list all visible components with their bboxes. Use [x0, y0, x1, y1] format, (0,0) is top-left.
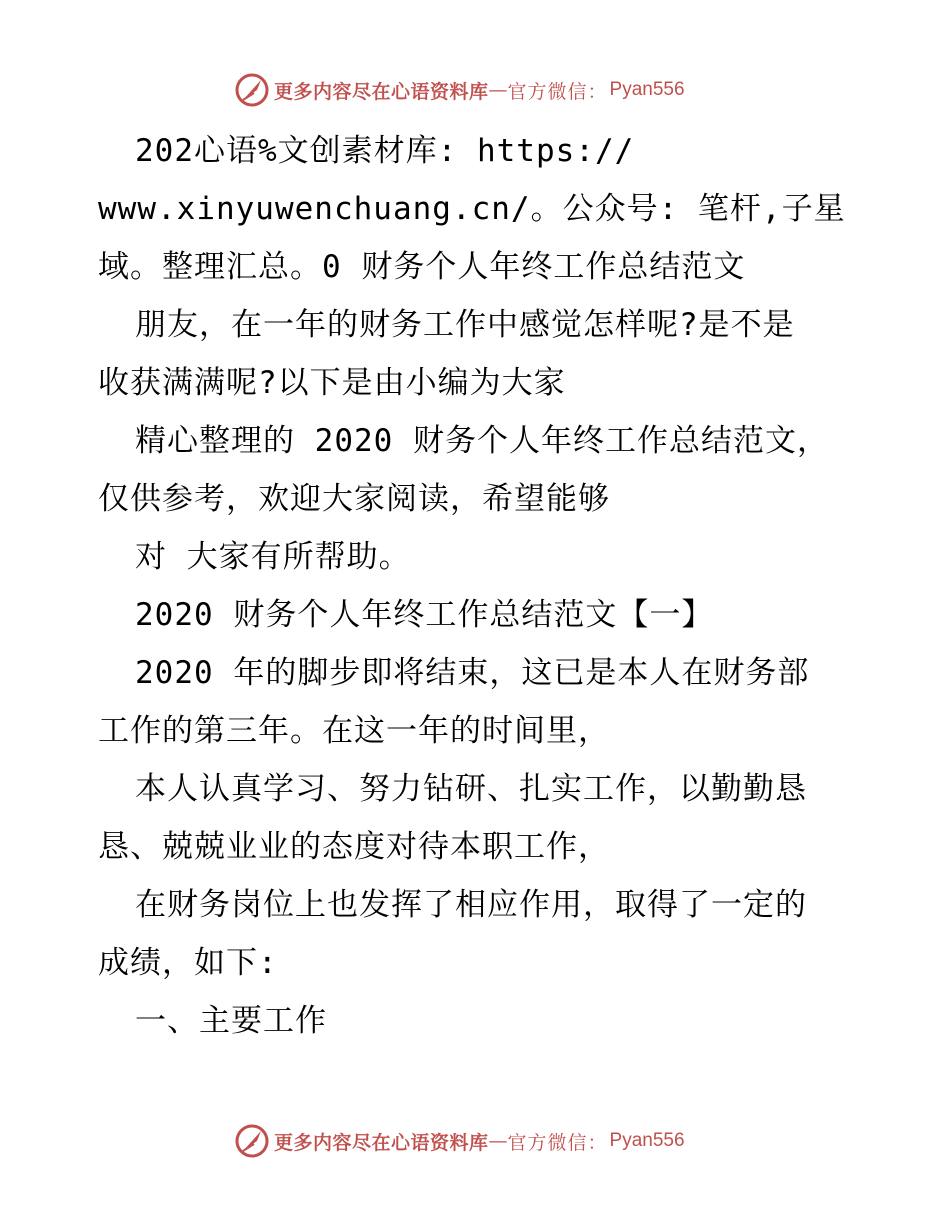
banner-wechat-id: Pyan556	[609, 79, 685, 100]
text-line: 精心整理的 2020 财务个人年终工作总结范文，	[135, 423, 829, 459]
text-line: www.xinyuwenchuang.cn/。公众号: 笔杆,子星	[98, 191, 846, 227]
document-body	[98, 122, 868, 1050]
header-banner	[234, 70, 685, 110]
banner-text: 更多内容尽在心语资料库	[274, 1131, 489, 1154]
text-line: 仅供参考，欢迎大家阅读，希望能够	[98, 481, 610, 517]
text-line: 成绩，如下:	[98, 945, 278, 981]
banner-separator: —	[488, 79, 508, 101]
banner-separator: —	[488, 1130, 508, 1152]
footer-banner	[234, 1121, 685, 1161]
text-line: 恳、兢兢业业的态度对待本职工作，	[98, 829, 610, 865]
text-line: 202心语%文创素材库: https://	[135, 133, 635, 169]
text-line: 收获满满呢?以下是由小编为大家	[98, 365, 566, 401]
text-line: 域。整理汇总。0 财务个人年终工作总结范文	[98, 249, 746, 285]
quill-logo-icon	[234, 72, 270, 108]
text-line: 一、主要工作	[135, 1003, 327, 1039]
text-line: 本人认真学习、努力钻研、扎实工作，以勤勤恳	[135, 771, 807, 807]
text-line: 2020 财务个人年终工作总结范文【一】	[135, 597, 714, 633]
text-line: 在财务岗位上也发挥了相应作用，取得了一定的	[135, 887, 807, 923]
quill-logo-icon	[234, 1123, 270, 1159]
text-line: 朋友，在一年的财务工作中感觉怎样呢?是不是	[135, 307, 795, 343]
banner-wechat-id: Pyan556	[609, 1130, 685, 1151]
text-line: 2020 年的脚步即将结束，这已是本人在财务部	[135, 655, 810, 691]
banner-wechat-label: 官方微信：	[507, 80, 608, 103]
banner-text: 更多内容尽在心语资料库	[274, 80, 489, 103]
text-line: 对 大家有所帮助。	[135, 539, 411, 575]
text-line: 工作的第三年。在这一年的时间里，	[98, 713, 610, 749]
banner-wechat-label: 官方微信：	[507, 1131, 608, 1154]
